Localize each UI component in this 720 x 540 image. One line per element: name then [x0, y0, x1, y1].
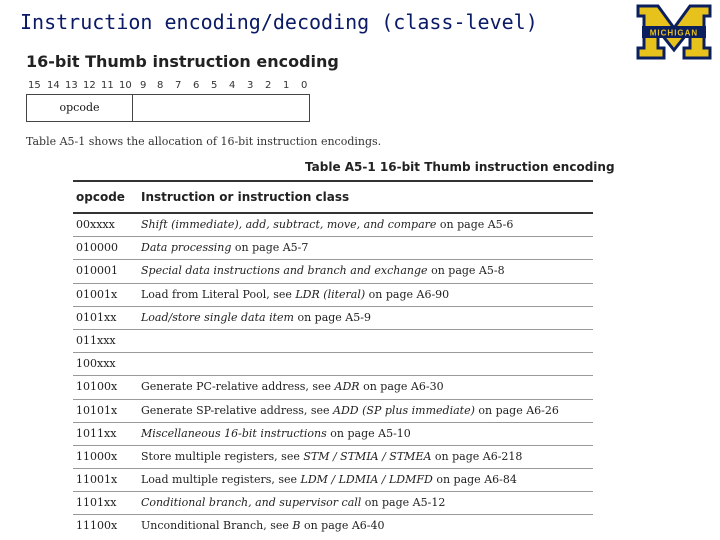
row-desc-suffix: on page A5-8 — [427, 264, 505, 278]
row-desc-prefix: Unconditional Branch, see — [141, 519, 293, 533]
encoding-box — [26, 94, 310, 122]
row-desc-prefix: Load multiple registers, see — [141, 473, 301, 487]
table-row — [73, 423, 593, 446]
table-caption: Table A5-1 16-bit Thumb instruction encoding — [305, 160, 615, 174]
table-row — [73, 284, 593, 307]
bit-number: 11 — [101, 80, 114, 91]
table-row — [73, 492, 593, 515]
row-desc-suffix: on page A6-26 — [474, 403, 559, 417]
bit-number: 3 — [247, 80, 254, 91]
row-opcode: 11001x — [76, 473, 118, 487]
row-opcode: 010000 — [76, 241, 118, 255]
table-row — [73, 353, 593, 376]
row-desc-reference: LDM / LDMIA / LDMFD — [300, 473, 433, 487]
row-desc-reference: ADR — [334, 380, 360, 394]
table-row — [73, 260, 593, 283]
bit-number: 6 — [193, 80, 200, 91]
row-description — [141, 427, 411, 440]
slide-title: Instruction encoding/decoding (class-level) — [20, 10, 538, 34]
bit-number: 14 — [47, 80, 60, 91]
row-description — [141, 264, 505, 277]
row-opcode: 11100x — [76, 519, 118, 533]
row-desc-suffix: on page A6-40 — [300, 519, 385, 533]
bit-number: 7 — [175, 80, 182, 91]
row-desc-reference: Data processing — [141, 241, 232, 255]
logo-text: MICHIGAN — [649, 28, 699, 38]
header-instruction: Instruction or instruction class — [141, 190, 350, 204]
row-desc-reference: Special data instructions and branch and exchange — [141, 264, 428, 278]
row-description — [141, 380, 444, 393]
bit-number: 0 — [301, 80, 308, 91]
row-desc-suffix: on page A5-6 — [436, 218, 514, 231]
bit-number: 12 — [83, 80, 96, 91]
row-desc-suffix: on page A6-218 — [431, 449, 523, 463]
table-row — [73, 515, 593, 537]
bit-number: 13 — [65, 80, 78, 91]
bit-number: 10 — [119, 80, 132, 91]
bit-number-row — [28, 80, 318, 94]
row-opcode: 011xxx — [76, 333, 116, 347]
row-desc-suffix: on page A6-30 — [359, 380, 444, 394]
table-row — [73, 330, 593, 353]
encoding-heading: 16-bit Thumb instruction encoding — [26, 52, 339, 71]
row-description — [141, 450, 522, 463]
row-desc-suffix: on page A6-84 — [432, 473, 517, 487]
row-desc-prefix: Generate SP-relative address, see — [141, 403, 334, 417]
row-opcode: 100xxx — [76, 357, 116, 371]
table-row — [73, 376, 593, 399]
opcode-field: opcode — [59, 101, 100, 114]
encoding-table — [73, 180, 593, 538]
michigan-logo — [636, 4, 712, 60]
row-opcode: 1101xx — [76, 496, 117, 510]
bit-number: 8 — [157, 80, 164, 91]
row-desc-suffix: on page A5-12 — [361, 496, 446, 510]
row-desc-reference: Miscellaneous 16-bit instructions — [141, 426, 327, 440]
bit-number: 9 — [140, 80, 147, 91]
row-description — [141, 519, 385, 532]
row-desc-prefix: Load from Literal Pool, see — [141, 287, 296, 301]
bit-number: 15 — [28, 80, 41, 91]
row-desc-reference: ADD (SP plus immediate) — [333, 403, 475, 417]
table-row — [73, 446, 593, 469]
table-header — [73, 182, 593, 214]
bit-number: 2 — [265, 80, 272, 91]
field-divider — [132, 95, 133, 121]
row-description — [141, 473, 517, 486]
row-description — [141, 218, 513, 231]
row-description — [141, 496, 445, 509]
row-desc-suffix: on page A5-7 — [231, 241, 309, 255]
bit-number: 1 — [283, 80, 290, 91]
row-opcode: 11000x — [76, 449, 118, 463]
table-row — [73, 237, 593, 260]
row-opcode: 00xxxx — [76, 218, 115, 231]
row-desc-reference: LDR (literal) — [295, 287, 366, 301]
row-description — [141, 288, 449, 301]
row-desc-prefix: Store multiple registers, see — [141, 449, 304, 463]
row-desc-reference: Shift (immediate), add, subtract, move, and compare — [141, 218, 437, 231]
row-opcode: 10100x — [76, 380, 118, 394]
row-opcode: 0101xx — [76, 310, 117, 324]
table-row — [73, 400, 593, 423]
row-desc-reference: STM / STMIA / STMEA — [303, 449, 432, 463]
row-desc-reference: Load/store single data item — [141, 310, 294, 324]
row-desc-reference: B — [292, 519, 301, 533]
row-desc-suffix: on page A6-90 — [365, 287, 450, 301]
row-desc-suffix: on page A5-9 — [293, 310, 371, 324]
row-desc-prefix: Generate PC-relative address, see — [141, 380, 335, 394]
table-row — [73, 469, 593, 492]
row-desc-suffix: on page A5-10 — [326, 426, 411, 440]
table-row — [73, 307, 593, 330]
row-description — [141, 241, 308, 254]
header-opcode: opcode — [76, 190, 125, 204]
row-description — [141, 404, 559, 417]
table-row — [73, 214, 593, 237]
row-description — [141, 311, 371, 324]
row-opcode: 010001 — [76, 264, 118, 278]
row-desc-reference: Conditional branch, and supervisor call — [141, 496, 362, 510]
row-opcode: 1011xx — [76, 426, 117, 440]
intro-text: Table A5-1 shows the allocation of 16-bit instruction encodings. — [26, 135, 382, 148]
bit-number: 4 — [229, 80, 236, 91]
row-opcode: 01001x — [76, 287, 118, 301]
bit-number: 5 — [211, 80, 218, 91]
row-opcode: 10101x — [76, 403, 118, 417]
